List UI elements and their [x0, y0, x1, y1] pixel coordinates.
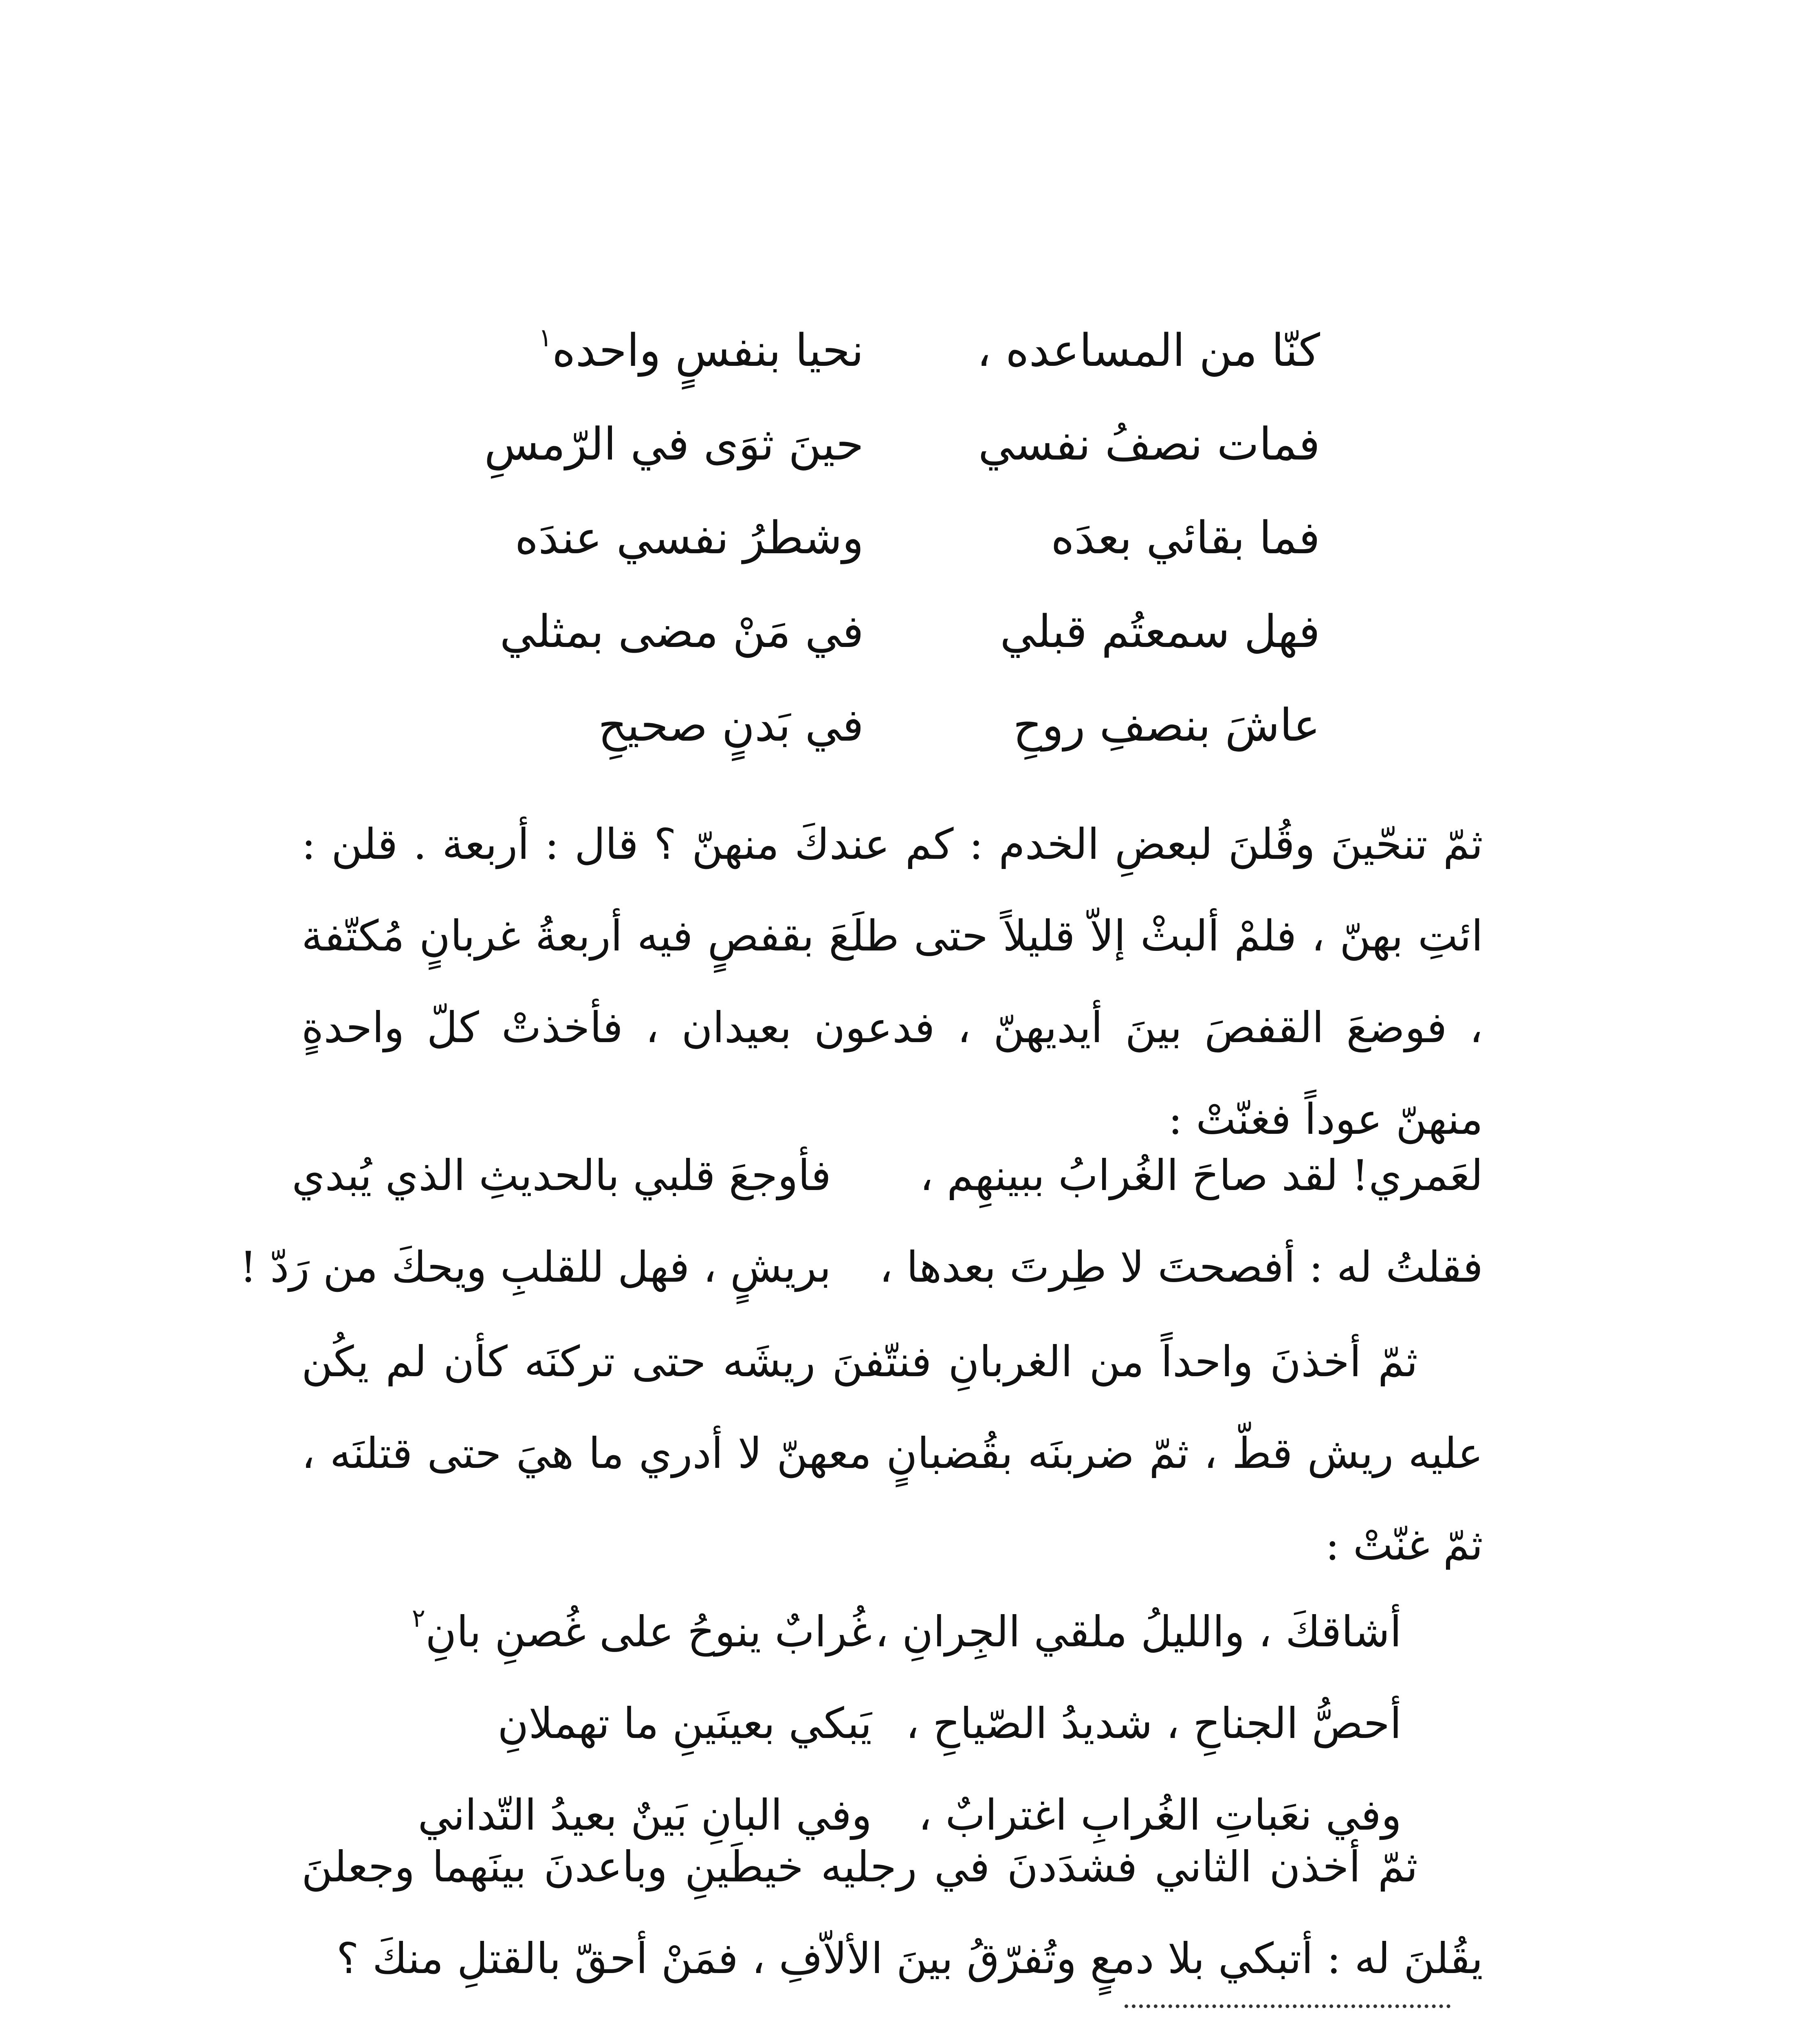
prose-paragraph-3	[301, 1821, 1483, 2004]
verse	[240, 1224, 1483, 1310]
verse	[301, 1589, 1483, 1674]
verse-hemistich-first: فقلتُ له : أفصحتَ لا طِرتَ بعدها ،	[879, 1242, 1483, 1292]
verse-hemistich-first: لعَمري! لقد صاحَ الغُرابُ ببينهِم ،	[920, 1150, 1483, 1200]
verse	[292, 1133, 1483, 1218]
verse-hemistich-second: وفي البانِ بَينٌ بعيدُ التّداني	[418, 1790, 872, 1840]
verse-hemistich-second: في مَنْ مضى بمثلي	[500, 605, 864, 658]
verse	[440, 684, 1320, 766]
paragraph-text: ثمّ أخذنَ واحداً من الغربانِ فنتّفنَ ريشَه حتى تركنَه كأن لم يكُن عليه ريش قطّ ، ثمّ ضربنَه بقُضبانٍ معهنّ لا أدري ما هيَ حتى قتلنَه ، ثمّ غنّتْ :	[301, 1337, 1483, 1570]
verse	[440, 403, 1320, 485]
prose-paragraph-1	[301, 799, 1483, 1165]
hemistich-text: غُرابٌ ينوحُ على غُصنِ بانِ	[425, 1607, 872, 1656]
verse-hemistich-first: كنّا من المساعده ،	[977, 324, 1320, 376]
verse-hemistich-second: في بَدنٍ صحيحِ	[598, 699, 864, 751]
verse	[440, 497, 1320, 579]
prose-paragraph-2	[301, 1316, 1483, 1591]
footnote-marker: ١	[538, 323, 552, 352]
verse	[440, 591, 1320, 672]
verse-hemistich-second: حينَ ثوَى في الرّمسِ	[484, 418, 864, 470]
verse-hemistich-first: فهل سمعتُم قبلي	[1000, 605, 1320, 658]
footnote-marker: ٢	[412, 1603, 426, 1633]
verse-hemistich-first: أحصُّ الجناحِ ، شديدُ الصّياحِ ،	[905, 1698, 1402, 1748]
hemistich-text: نحيا بنفسٍ واحده	[552, 324, 864, 376]
verse-hemistich-first: وفي نعَباتِ الغُرابِ اغترابٌ ،	[918, 1790, 1402, 1840]
verse-hemistich-second: فأوجعَ قلبي بالحديثِ الذي يُبدي	[292, 1150, 831, 1200]
verse-hemistich-second: وشطرُ نفسي عندَه	[515, 512, 864, 564]
verse-hemistich-first: فما بقائي بعدَه	[1051, 512, 1320, 564]
verse-hemistich-second	[403, 1589, 872, 1674]
verse	[301, 1681, 1483, 1766]
paragraph-text: ثمّ أخذن الثاني فشدَدنَ في رجليه خيطَينِ وباعدنَ بينَهما وجعلنَ يقُلنَ له : أتبكي بلا دمعٍ وتُفرّقُ بينَ الألاّفِ ، فمَنْ أحقّ بالقتلِ منكَ ؟	[301, 1842, 1483, 1983]
verse-hemistich-first: فمات نصفُ نفسي	[978, 418, 1320, 470]
verse-hemistich-second	[440, 310, 864, 391]
verse-hemistich-first: أشاقكَ ، والليلُ ملقي الجِرانِ ،	[875, 1607, 1402, 1656]
verse-hemistich-first: عاشَ بنصفِ روحِ	[1013, 699, 1320, 751]
paragraph-text: ثمّ تنحّينَ وقُلنَ لبعضِ الخدم : كم عندكَ منهنّ ؟ قال : أربعة . قلن : ائتِ بهنّ ، فلمْ ألبثْ إلاّ قليلاً حتى طلَعَ بقفصٍ فيه أربعةُ غربانٍ مُكتّفة ، فوضعَ القفصَ بينَ أيديهنّ ، فدعون بعيدان ، فأخذتْ كلّ واحدةٍ منهنّ عوداً فغنّتْ :	[301, 819, 1483, 1144]
verse-hemistich-second: يَبكي بعينَينِ ما تهملانِ	[497, 1698, 872, 1748]
verse-hemistich-second: بريشٍ ، فهل للقلبِ ويحكَ من رَدّ !	[240, 1242, 831, 1292]
verse	[440, 310, 1320, 391]
footnote-separator	[1125, 2004, 1450, 2008]
